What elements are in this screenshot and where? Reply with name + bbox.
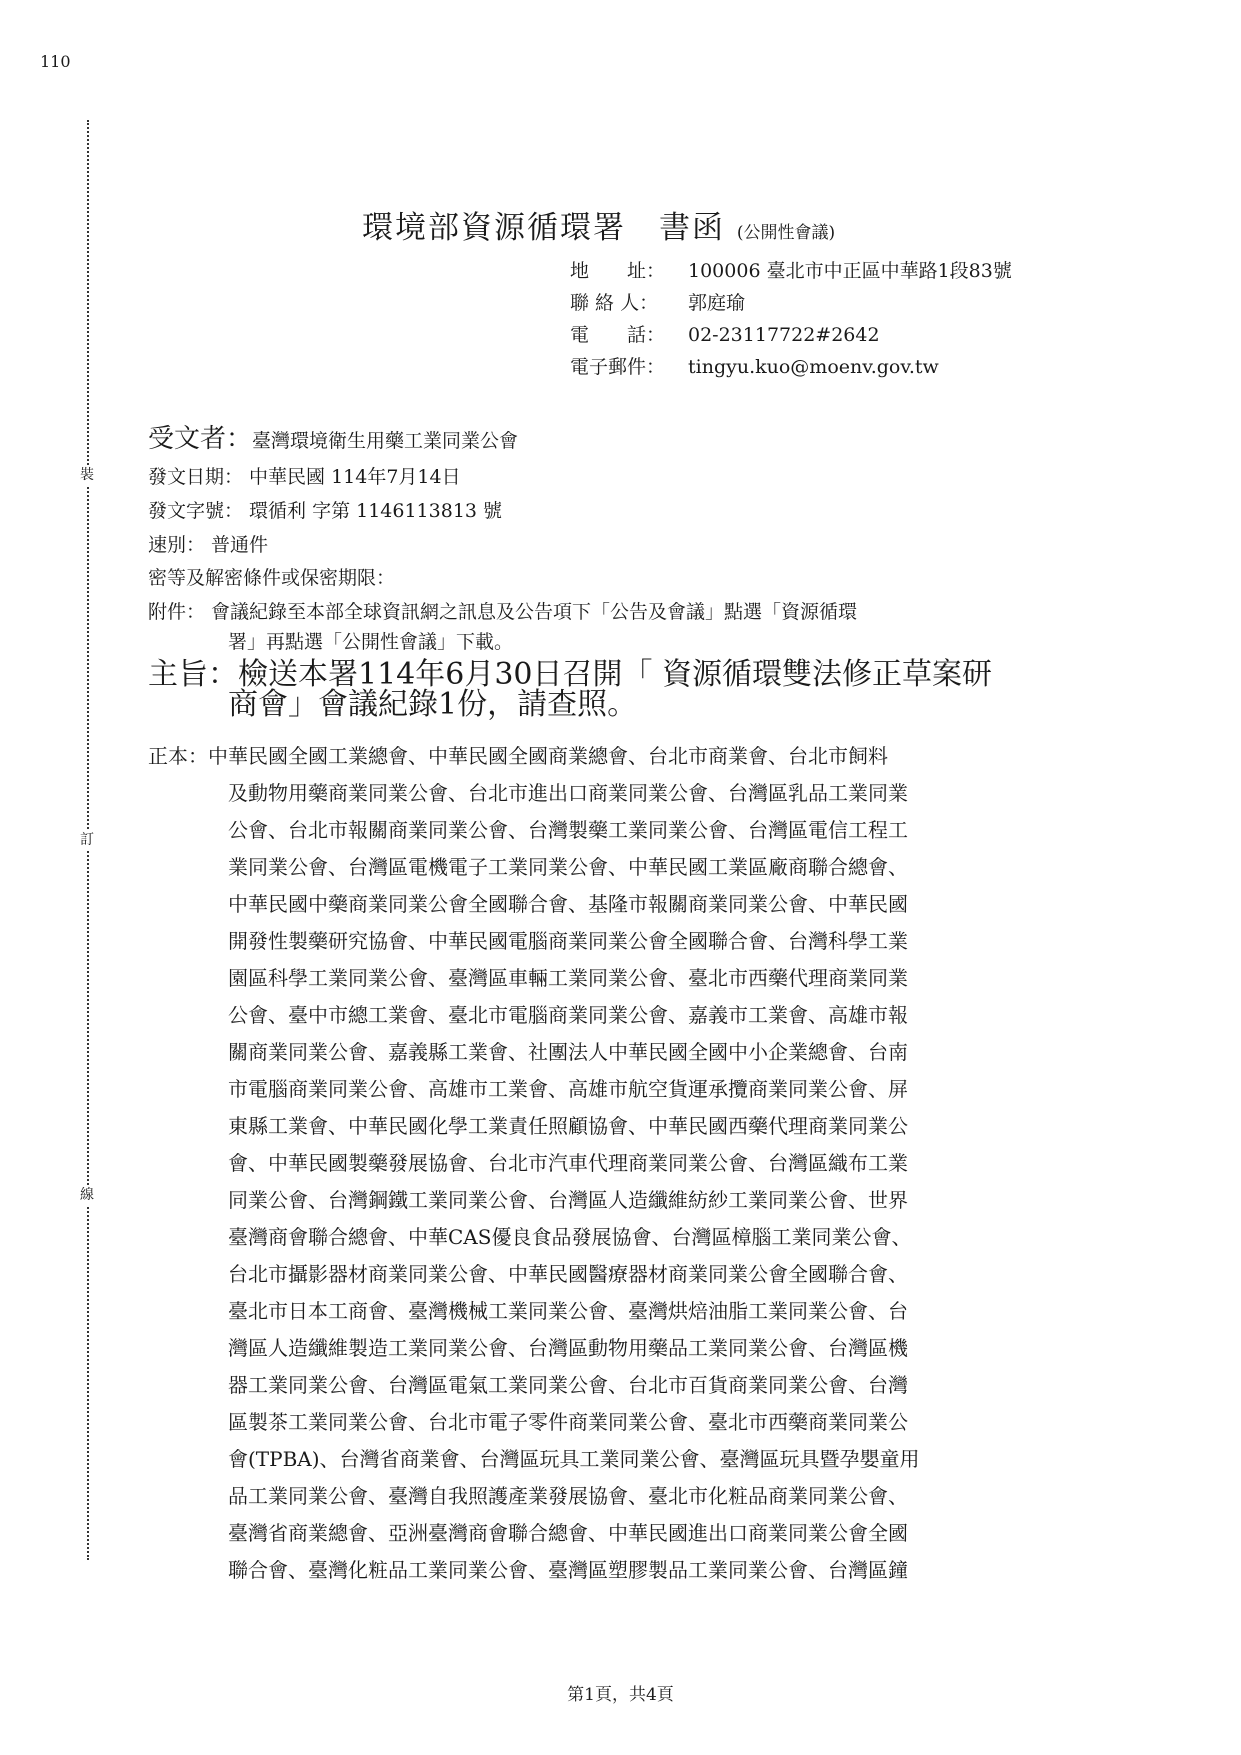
contact-value: 100006 臺北市中正區中華路1段83號	[688, 260, 1012, 282]
recipients-line: 公會、台北市報關商業同業公會、台灣製藥工業同業公會、台灣區電信工程工	[228, 818, 908, 842]
title-note: (公開性會議)	[736, 223, 836, 243]
recipients-line: 會、中華民國製藥發展協會、台北市汽車代理商業同業公會、台灣區織布工業	[228, 1151, 908, 1175]
recipients-label: 正本：	[148, 744, 208, 768]
recipients-line: 器工業同業公會、台灣區電氣工業同業公會、台北市百貨商業同業公會、台灣	[228, 1373, 908, 1397]
recipients-line: 臺北市日本工商會、臺灣機械工業同業公會、臺灣烘焙油脂工業同業公會、台	[228, 1299, 908, 1323]
binding-mark-1: 裝	[80, 467, 94, 483]
contact-value: 02-23117722#2642	[688, 324, 880, 346]
recipient-label: 受文者：	[148, 424, 253, 454]
recipients-line: 中華民國中藥商業同業公會全國聯合會、基隆市報關商業同業公會、中華民國	[228, 892, 908, 916]
recipients-text: 中華民國全國工業總會、中華民國全國商業總會、台北市商業會、台北市飼料	[208, 744, 888, 768]
recipients-block	[148, 738, 1083, 1589]
document-title	[362, 202, 835, 247]
document-number: 發文字號： 環循利 字第 1146113813 號	[148, 500, 503, 522]
binding-mark-2: 訂	[80, 832, 94, 848]
recipient-name: 臺灣環境衛生用藥工業同業公會	[252, 430, 519, 452]
contact-phone	[570, 319, 1012, 351]
attachment-line-1: 附件： 會議紀錄至本部全球資訊網之訊息及公告項下「公告及會議」點選「資源循環	[148, 601, 858, 623]
attachment-line-2: 署」再點選「公開性會議」下載。	[228, 631, 514, 653]
contact-block	[570, 255, 1012, 383]
contact-address	[570, 255, 1012, 287]
page-number: 110	[40, 52, 71, 71]
speed-level: 速別： 普通件	[148, 534, 269, 556]
recipients-line: 及動物用藥商業同業公會、台北市進出口商業同業公會、台灣區乳品工業同業	[228, 781, 908, 805]
contact-person	[570, 287, 1012, 319]
recipient-row	[148, 418, 518, 455]
recipients-line: 公會、臺中市總工業會、臺北市電腦商業同業公會、嘉義市工業會、高雄市報	[228, 1003, 908, 1027]
recipients-line: 開發性製藥研究協會、中華民國電腦商業同業公會全國聯合會、台灣科學工業	[228, 929, 908, 953]
recipients-line: 東縣工業會、中華民國化學工業責任照顧協會、中華民國西藥代理商業同業公	[228, 1114, 908, 1138]
recipients-line: 同業公會、台灣鋼鐵工業同業公會、台灣區人造纖維紡紗工業同業公會、世界	[228, 1188, 908, 1212]
page-footer: 第1頁，共4頁	[567, 1685, 674, 1705]
recipients-line: 臺灣商會聯合總會、中華CAS優良食品發展協會、台灣區樟腦工業同業公會、	[228, 1225, 912, 1249]
contact-label: 電 話：	[570, 324, 666, 346]
subject-line-1: 主旨：檢送本署114年6月30日召開「 資源循環雙法修正草案研	[148, 657, 993, 692]
contact-label: 聯 絡 人：	[570, 292, 659, 314]
recipients-line: 聯合會、臺灣化粧品工業同業公會、臺灣區塑膠製品工業同業公會、台灣區鐘	[228, 1558, 908, 1582]
recipients-line: 灣區人造纖維製造工業同業公會、台灣區動物用藥品工業同業公會、台灣區機	[228, 1336, 908, 1360]
recipients-line	[148, 738, 1083, 775]
title-text: 環境部資源循環署 書函	[362, 210, 725, 246]
contact-label: 電子郵件：	[570, 356, 666, 378]
contact-label: 地 址：	[570, 260, 666, 282]
contact-email	[570, 351, 1012, 383]
subject-block	[148, 657, 993, 722]
recipients-line: 品工業同業公會、臺灣自我照護產業發展協會、臺北市化粧品商業同業公會、	[228, 1484, 908, 1508]
issue-date: 發文日期： 中華民國 114年7月14日	[148, 466, 461, 488]
subject-line-2: 商會」會議紀錄1份，請查照。	[228, 687, 638, 722]
recipients-line: 關商業同業公會、嘉義縣工業會、社團法人中華民國全國中小企業總會、台南	[228, 1040, 908, 1064]
contact-value: tingyu.kuo@moenv.gov.tw	[688, 356, 939, 378]
secrecy-level: 密等及解密條件或保密期限：	[148, 567, 396, 589]
recipients-line: 園區科學工業同業公會、臺灣區車輛工業同業公會、臺北市西藥代理商業同業	[228, 966, 908, 990]
recipients-line: 會(TPBA)、台灣省商業會、台灣區玩具工業同業公會、臺灣區玩具暨孕嬰童用	[228, 1447, 920, 1471]
contact-value: 郭庭瑜	[688, 292, 746, 314]
recipients-line: 業同業公會、台灣區電機電子工業同業公會、中華民國工業區廠商聯合總會、	[228, 855, 908, 879]
recipients-line: 臺灣省商業總會、亞洲臺灣商會聯合總會、中華民國進出口商業同業公會全國	[228, 1521, 908, 1545]
binding-mark-3: 線	[80, 1187, 94, 1203]
recipients-line: 市電腦商業同業公會、高雄市工業會、高雄市航空貨運承攬商業同業公會、屏	[228, 1077, 908, 1101]
recipients-line: 台北市攝影器材商業同業公會、中華民國醫療器材商業同業公會全國聯合會、	[228, 1262, 908, 1286]
recipients-line: 區製茶工業同業公會、台北市電子零件商業同業公會、臺北市西藥商業同業公	[228, 1410, 908, 1434]
